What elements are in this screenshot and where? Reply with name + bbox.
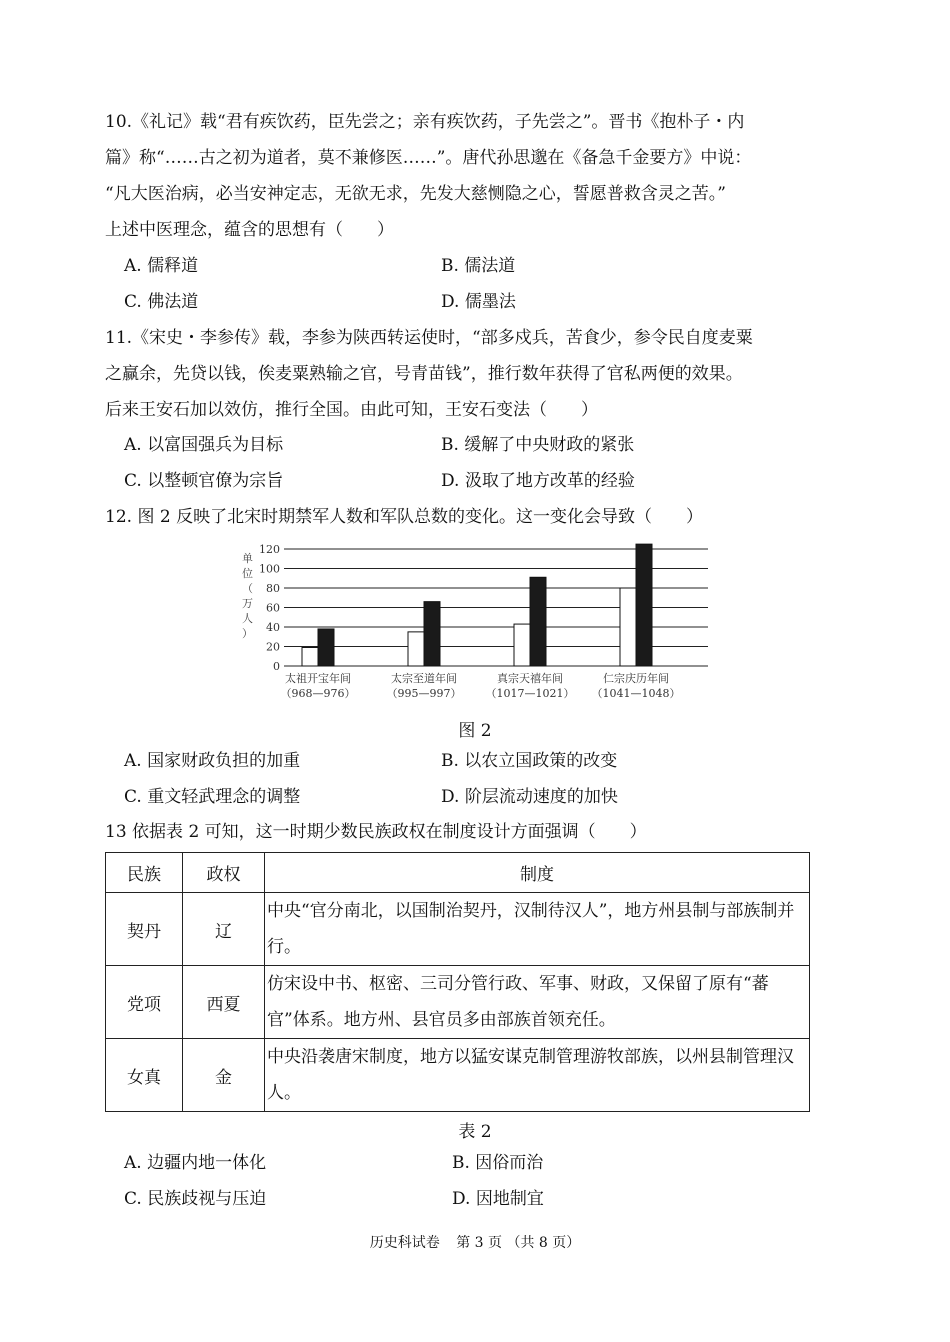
table-row <box>106 1039 810 1112</box>
chart-y-ticks <box>259 543 280 673</box>
table-2-caption: 表 2 <box>458 1122 492 1142</box>
q10-option-a[interactable]: A. 儒释道 <box>124 256 199 276</box>
q11-line: 之赢余，先贷以钱，俟麦粟熟输之官，号青苗钱”，推行数年获得了官私两便的效果。 <box>105 364 743 384</box>
table-cell: 西夏 <box>183 966 265 1039</box>
q11-option-a[interactable]: A. 以富国强兵为目标 <box>124 435 284 455</box>
chart-x-tick-label: 真宗天禧年间 <box>497 672 563 685</box>
chart-y-tick-label: 80 <box>266 582 280 595</box>
chart-bar <box>530 577 546 666</box>
table-cell: 女真 <box>106 1039 183 1112</box>
chart-y-tick-label: 0 <box>273 660 280 673</box>
chart-x-period-label: （1017—1021） <box>485 687 575 700</box>
chart-bar <box>620 588 636 666</box>
chart-bar <box>318 629 334 666</box>
q12-stem: 12. 图 2 反映了北宋时期禁军人数和军队总数的变化。这一变化会导致（ ） <box>105 507 704 527</box>
q13-option-a[interactable]: A. 边疆内地一体化 <box>124 1153 267 1173</box>
table-header-ethnicity: 民族 <box>106 853 183 893</box>
chart-x-period-label: （968—976） <box>280 687 356 700</box>
table-row <box>106 893 810 966</box>
q10-line: 10.《礼记》载“君有疾饮药，臣先尝之；亲有疾饮药，子先尝之”。晋书《抱朴子・内 <box>105 112 745 132</box>
table-header-system: 制度 <box>265 853 810 893</box>
chart-x-tick-label: 太宗至道年间 <box>391 672 457 685</box>
table-cell: 中央“官分南北，以国制治契丹，汉制待汉人”，地方州县制与部族制并行。 <box>265 893 810 966</box>
q10-option-b[interactable]: B. 儒法道 <box>441 256 516 276</box>
footer-subject: 历史科试卷 <box>369 1235 440 1251</box>
chart-x-tick-label: 太祖开宝年间 <box>285 672 351 685</box>
question-11 <box>105 320 850 428</box>
chart-y-tick-label: 60 <box>266 601 280 615</box>
chart-bar <box>408 632 424 666</box>
q10-option-d[interactable]: D. 儒墨法 <box>441 292 516 312</box>
figure-2-bar-chart <box>226 540 726 705</box>
chart-x-tick-label: 仁宗庆历年间 <box>603 672 669 685</box>
q12-option-d[interactable]: D. 阶层流动速度的加快 <box>441 787 618 807</box>
chart-x-labels <box>281 671 681 700</box>
q13-option-b[interactable]: B. 因俗而治 <box>452 1153 544 1173</box>
chart-y-tick-label: 20 <box>266 640 280 654</box>
chart-x-period-label: （995—997） <box>386 687 462 700</box>
chart-bars <box>302 544 652 666</box>
question-13 <box>105 814 850 850</box>
q12-option-a[interactable]: A. 国家财政负担的加重 <box>124 751 301 771</box>
q11-line: 后来王安石加以效仿，推行全国。由此可知，王安石变法（ ） <box>105 400 598 420</box>
chart-y-tick-label: 120 <box>259 543 280 556</box>
q12-option-c[interactable]: C. 重文轻武理念的调整 <box>124 787 301 807</box>
chart-bar <box>636 544 652 666</box>
q12-option-b[interactable]: B. 以农立国政策的改变 <box>441 751 618 771</box>
q10-line: 篇》称“……古之初为道者，莫不兼修医……”。唐代孙思邈在《备急千金要方》中说： <box>105 148 752 168</box>
table-cell: 党项 <box>106 966 183 1039</box>
q10-line: “凡大医治病，必当安神定志，无欲无求，先发大慈恻隐之心，誓愿普救含灵之苦。” <box>105 184 726 204</box>
table-cell: 辽 <box>183 893 265 966</box>
table-cell: 金 <box>183 1039 265 1112</box>
q10-option-c[interactable]: C. 佛法道 <box>124 292 199 312</box>
chart-y-axis-label: 单位（万人） <box>242 552 253 640</box>
question-10 <box>105 104 850 248</box>
q13-option-d[interactable]: D. 因地制宜 <box>452 1189 544 1209</box>
table-row <box>106 966 810 1039</box>
question-12 <box>105 499 850 535</box>
chart-y-tick-label: 100 <box>259 562 280 576</box>
table-cell: 中央沿袭唐宋制度，地方以猛安谋克制管理游牧部族，以州县制管理汉人。 <box>265 1039 810 1112</box>
q13-option-c[interactable]: C. 民族歧视与压迫 <box>124 1189 267 1209</box>
chart-bar <box>514 624 530 666</box>
q11-option-b[interactable]: B. 缓解了中央财政的紧张 <box>441 435 635 455</box>
chart-x-period-label: （1041—1048） <box>591 687 681 700</box>
chart-y-tick-label: 40 <box>266 621 280 634</box>
table-header-regime: 政权 <box>183 853 265 893</box>
table-header-row <box>106 853 810 893</box>
table-cell: 契丹 <box>106 893 183 966</box>
q11-option-c[interactable]: C. 以整顿官僚为宗旨 <box>124 471 284 491</box>
q11-line: 11.《宋史・李参传》载，李参为陕西转运使时，“部多戍兵，苦食少，参令民自度麦粟 <box>105 328 753 348</box>
footer-page-number: 第 3 页 （共 8 页） <box>456 1235 581 1251</box>
chart-bar <box>424 602 440 666</box>
table-2 <box>105 852 810 1112</box>
page-footer <box>0 1232 950 1252</box>
chart-bar <box>302 647 318 666</box>
figure-2-caption: 图 2 <box>458 721 492 741</box>
q10-line: 上述中医理念，蕴含的思想有（ ） <box>105 220 394 240</box>
table-cell: 仿宋设中书、枢密、三司分管行政、军事、财政，又保留了原有“蕃官”体系。地方州、县官员多由部族首领充任。 <box>265 966 810 1039</box>
q11-option-d[interactable]: D. 汲取了地方改革的经验 <box>441 471 635 491</box>
q13-stem: 13 依据表 2 可知，这一时期少数民族政权在制度设计方面强调（ ） <box>105 822 647 842</box>
